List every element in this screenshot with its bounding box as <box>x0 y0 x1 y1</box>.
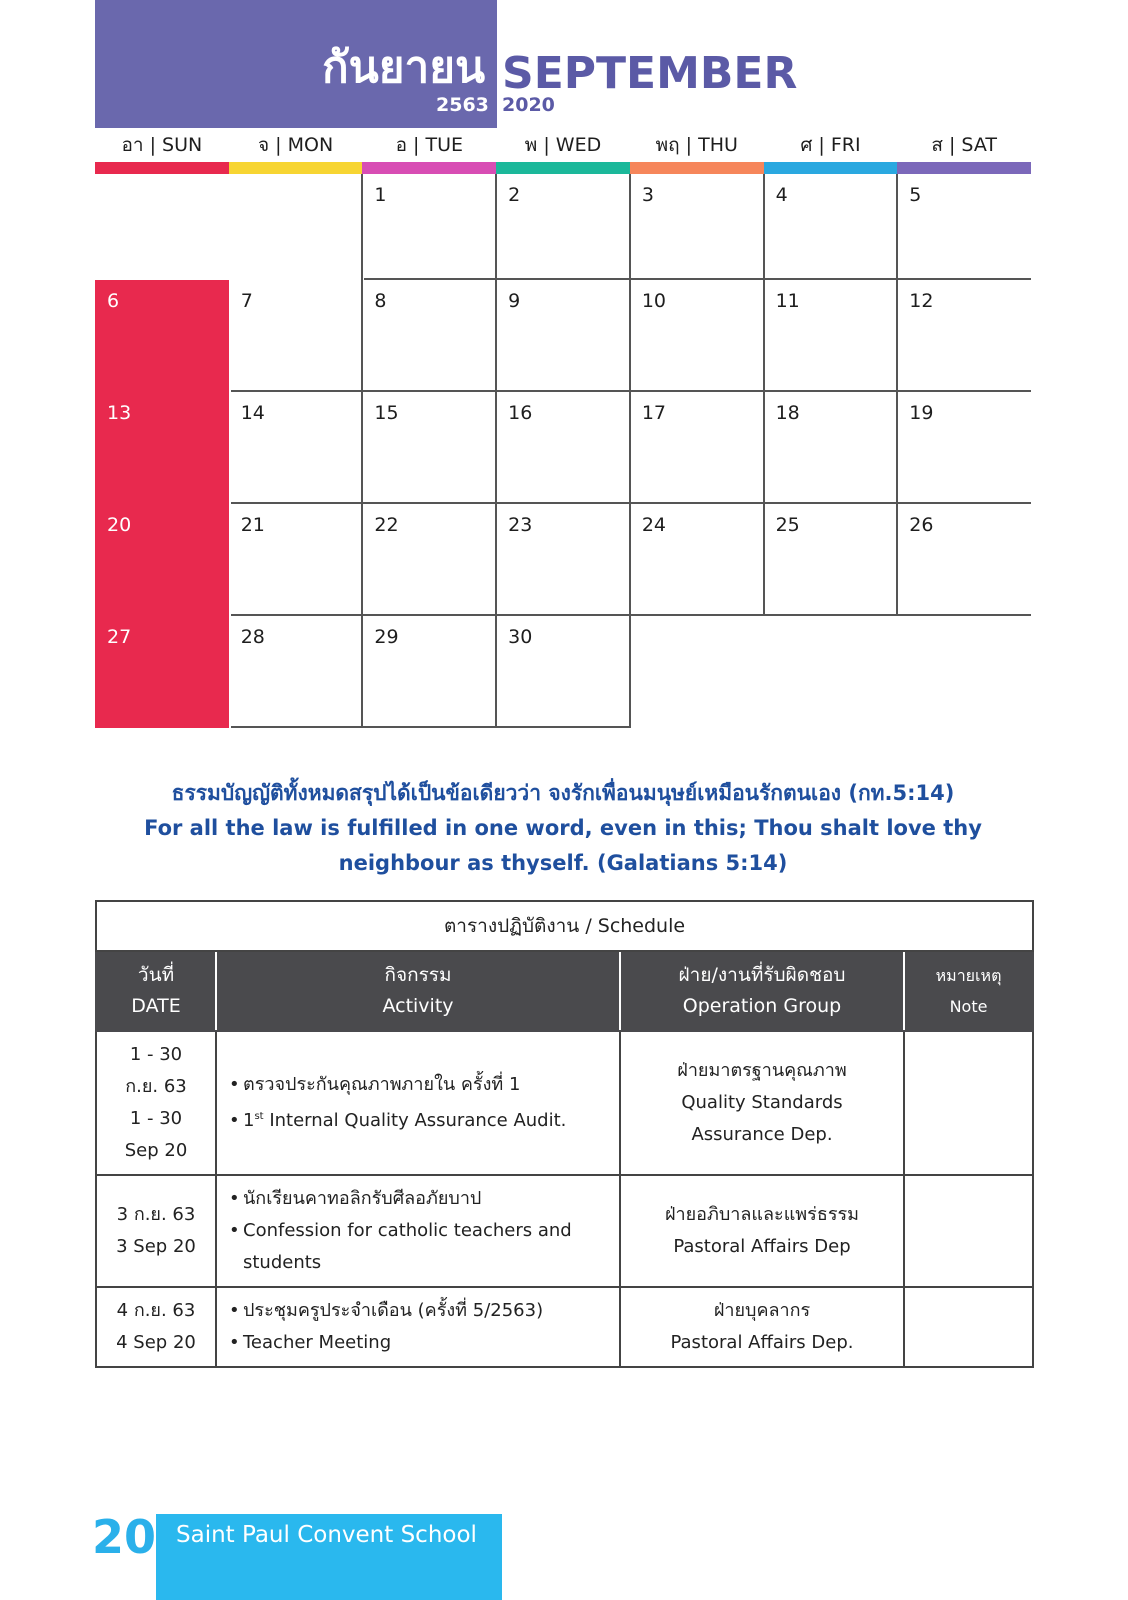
calendar-day <box>95 392 229 504</box>
group-line: Assurance Dep. <box>691 1124 833 1145</box>
page-number: 20 <box>92 1510 157 1564</box>
grid-line <box>629 616 631 728</box>
calendar-day <box>95 616 229 728</box>
grid-line <box>361 616 363 728</box>
grid-line <box>361 174 363 280</box>
grid-line <box>361 280 363 392</box>
column-header-group <box>620 951 904 1031</box>
weekday-color-bar <box>496 162 630 174</box>
group-line: Quality Standards <box>681 1092 843 1113</box>
column-header-note-th: หมายเหตุ <box>935 966 1002 985</box>
grid-line <box>763 392 765 504</box>
verse-thai: ธรรมบัญญัติทั้งหมดสรุปได้เป็นข้อเดียวว่า จงรักเพื่อนมนุษย์เหมือนรักตนเอง (กท.5:14) <box>171 781 955 805</box>
day-number: 14 <box>240 402 265 424</box>
group-line: ฝ่ายอภิบาลและแพร่ธรรม <box>664 1204 860 1225</box>
row-group <box>620 1287 904 1367</box>
day-number: 28 <box>240 626 265 648</box>
verse-english-line-2: neighbour as thyself. (Galatians 5:14) <box>338 851 788 875</box>
day-number: 5 <box>909 184 922 206</box>
date-line: ก.ย. 63 <box>125 1076 187 1097</box>
calendar-day <box>362 280 496 392</box>
column-header-activity <box>216 951 620 1031</box>
grid-line <box>763 504 765 616</box>
grid-line <box>629 280 631 392</box>
calendar-day <box>362 504 496 616</box>
grid-line <box>495 174 497 280</box>
table-row <box>96 1031 1033 1175</box>
day-number: 22 <box>374 514 399 536</box>
day-number: 20 <box>107 514 132 536</box>
calendar-day <box>897 392 1031 504</box>
calendar-day <box>496 616 630 728</box>
column-header-activity-th: กิจกรรม <box>384 964 452 986</box>
date-line: 3 Sep 20 <box>116 1236 196 1257</box>
day-number: 29 <box>374 626 399 648</box>
grid-line <box>495 616 497 728</box>
weekday-color-bar <box>95 162 229 174</box>
grid-line <box>629 174 631 280</box>
column-header-note <box>904 951 1033 1031</box>
grid-line <box>763 280 765 392</box>
activity-english: • Teacher Meeting <box>227 1327 613 1359</box>
day-number: 18 <box>775 402 800 424</box>
group-line: ฝ่ายมาตรฐานคุณภาพ <box>677 1060 847 1081</box>
column-header-date-en: DATE <box>131 995 181 1017</box>
calendar-day <box>496 392 630 504</box>
day-number: 16 <box>508 402 533 424</box>
day-number: 27 <box>107 626 132 648</box>
row-date <box>96 1175 216 1287</box>
calendar-day <box>362 616 496 728</box>
weekday-sun <box>95 130 229 174</box>
weekday-color-bar <box>229 162 363 174</box>
activity-english-superscript: st <box>254 1111 264 1122</box>
year-buddhist-era: 2563 <box>436 94 489 116</box>
grid-line <box>495 392 497 504</box>
month-title-english: SEPTEMBER <box>502 48 798 99</box>
day-number: 26 <box>909 514 934 536</box>
row-note <box>904 1031 1033 1175</box>
day-number: 9 <box>508 290 521 312</box>
row-note <box>904 1175 1033 1287</box>
weekday-thu <box>630 130 764 174</box>
calendar-day <box>229 616 363 728</box>
calendar-day <box>630 504 764 616</box>
day-number: 6 <box>107 290 120 312</box>
calendar-day <box>496 174 630 280</box>
day-number: 30 <box>508 626 533 648</box>
calendar-day <box>764 504 898 616</box>
grid-line <box>896 280 898 392</box>
weekday-color-bar <box>897 162 1031 174</box>
date-line: 3 ก.ย. 63 <box>116 1204 196 1225</box>
column-header-date <box>96 951 216 1031</box>
weekday-color-bar <box>764 162 898 174</box>
calendar-day <box>897 174 1031 280</box>
weekday-header <box>95 130 1031 174</box>
weekday-mon <box>229 130 363 174</box>
bible-verse <box>95 776 1031 881</box>
grid-line <box>231 614 1031 616</box>
grid-line <box>361 392 363 504</box>
schedule-table <box>95 900 1034 1368</box>
column-header-group-en: Operation Group <box>682 995 842 1017</box>
calendar-day <box>764 392 898 504</box>
group-line: ฝ่ายบุคลากร <box>713 1300 811 1321</box>
weekday-label: จ | MON <box>257 134 334 156</box>
date-line: 1 - 30 <box>129 1108 183 1129</box>
day-number: 23 <box>508 514 533 536</box>
group-line: Pastoral Affairs Dep. <box>670 1332 854 1353</box>
schedule-header-row <box>96 951 1033 1031</box>
date-line: 4 ก.ย. 63 <box>116 1300 196 1321</box>
row-date <box>96 1287 216 1367</box>
day-number: 21 <box>240 514 265 536</box>
day-number: 1 <box>374 184 387 206</box>
calendar-day <box>229 280 363 392</box>
calendar-day <box>897 280 1031 392</box>
weekday-label: อ | TUE <box>395 134 463 156</box>
calendar-day <box>95 280 229 392</box>
weekday-tue <box>362 130 496 174</box>
grid-line <box>231 390 1031 392</box>
day-number: 7 <box>240 290 253 312</box>
weekday-color-bar <box>630 162 764 174</box>
activity-thai: • ประชุมครูประจำเดือน (ครั้งที่ 5/2563) <box>227 1295 613 1327</box>
grid-line <box>231 502 1031 504</box>
year-gregorian: 2020 <box>502 94 555 116</box>
calendar-day <box>95 504 229 616</box>
activity-english <box>227 1101 613 1137</box>
calendar-day <box>362 174 496 280</box>
calendar-day <box>764 280 898 392</box>
calendar-day <box>630 174 764 280</box>
grid-line <box>896 174 898 280</box>
row-group <box>620 1175 904 1287</box>
calendar-day <box>496 504 630 616</box>
school-name: Saint Paul Convent School <box>176 1522 477 1548</box>
activity-english: • Confession for catholic teachers and students <box>227 1215 613 1279</box>
grid-line <box>896 504 898 616</box>
grid-line <box>364 278 1031 280</box>
column-header-group-th: ฝ่าย/งานที่รับผิดชอบ <box>678 964 846 986</box>
day-number: 17 <box>641 402 667 424</box>
weekday-label: ศ | FRI <box>800 134 861 156</box>
day-number: 2 <box>508 184 521 206</box>
row-activity <box>216 1175 620 1287</box>
weekday-color-bar <box>362 162 496 174</box>
row-activity <box>216 1287 620 1367</box>
calendar-day <box>764 174 898 280</box>
activity-thai: • ตรวจประกันคุณภาพภายใน ครั้งที่ 1 <box>227 1069 613 1101</box>
group-line: Pastoral Affairs Dep <box>673 1236 851 1257</box>
calendar-day <box>362 392 496 504</box>
weekday-wed <box>496 130 630 174</box>
day-number: 19 <box>909 402 934 424</box>
calendar-day <box>229 392 363 504</box>
grid-line <box>495 280 497 392</box>
activity-english-text: Internal Quality Assurance Audit. <box>263 1110 567 1131</box>
verse-english-line-1: For all the law is fulfilled in one word, even in this; Thou shalt love thy <box>144 816 982 840</box>
calendar-day <box>630 392 764 504</box>
grid-line <box>231 726 630 728</box>
day-number: 15 <box>374 402 399 424</box>
grid-line <box>361 504 363 616</box>
day-number: 10 <box>641 290 667 312</box>
weekday-label: อา | SUN <box>121 134 203 156</box>
table-row <box>96 1175 1033 1287</box>
grid-line <box>629 392 631 504</box>
row-activity <box>216 1031 620 1175</box>
calendar-day <box>229 504 363 616</box>
day-number: 13 <box>107 402 132 424</box>
month-title-thai: กันยายน <box>322 42 486 93</box>
weekday-label: ส | SAT <box>931 134 997 156</box>
schedule-caption: ตารางปฏิบัติงาน / Schedule <box>96 901 1033 951</box>
grid-line <box>763 174 765 280</box>
day-number: 3 <box>641 184 654 206</box>
day-number: 11 <box>775 290 800 312</box>
calendar-day <box>496 280 630 392</box>
activity-english-ordinal: 1 <box>243 1110 255 1131</box>
row-note <box>904 1287 1033 1367</box>
column-header-activity-en: Activity <box>382 995 454 1017</box>
grid-line <box>896 392 898 504</box>
day-number: 8 <box>374 290 387 312</box>
grid-line <box>629 504 631 616</box>
row-date <box>96 1031 216 1175</box>
grid-line <box>495 504 497 616</box>
date-line: Sep 20 <box>124 1140 188 1161</box>
calendar-day <box>630 280 764 392</box>
date-line: 1 - 30 <box>129 1044 183 1065</box>
day-number: 4 <box>775 184 788 206</box>
day-number: 12 <box>909 290 934 312</box>
calendar-day <box>897 504 1031 616</box>
day-number: 25 <box>775 514 800 536</box>
weekday-sat <box>897 130 1031 174</box>
day-number: 24 <box>641 514 667 536</box>
weekday-fri <box>764 130 898 174</box>
calendar-grid <box>95 174 1031 744</box>
table-row <box>96 1287 1033 1367</box>
date-line: 4 Sep 20 <box>116 1332 196 1353</box>
column-header-note-en: Note <box>949 997 988 1016</box>
weekday-label: พฤ | THU <box>655 134 738 156</box>
row-group <box>620 1031 904 1175</box>
weekday-label: พ | WED <box>524 134 602 156</box>
activity-thai: • นักเรียนคาทอลิกรับศีลอภัยบาป <box>227 1183 613 1215</box>
column-header-date-th: วันที่ <box>137 964 175 986</box>
